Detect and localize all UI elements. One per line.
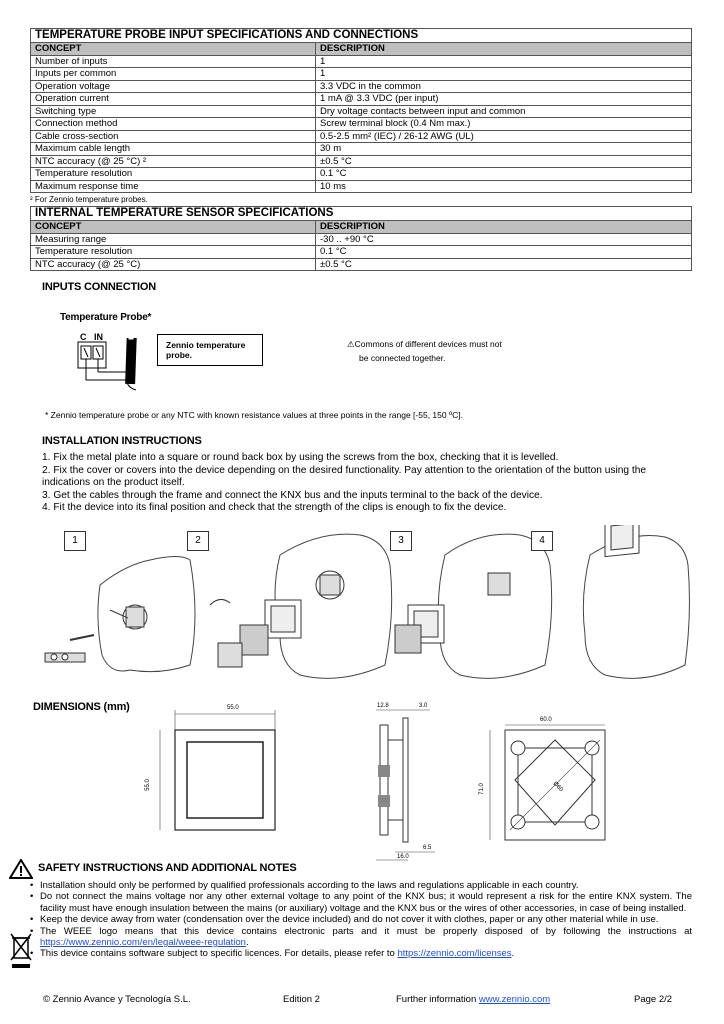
back-height-dim: 71.0 [478, 783, 485, 795]
front-height-dim: 55.0 [144, 779, 151, 791]
table-row: Maximum response time 10 ms [31, 180, 692, 193]
table-row: NTC accuracy (@ 25 °C) ±0.5 °C [31, 258, 692, 271]
installation-heading: INSTALLATION INSTRUCTIONS [42, 435, 202, 447]
warning-triangle-icon [9, 859, 33, 879]
figure-number: 3 [390, 531, 412, 551]
figure-number: 2 [187, 531, 209, 551]
list-item: • The WEEE logo means that this device contains electronic parts and it must be properly disposed of by following the instructions at https://www.zennio.com/en/legal/weee-regulation. [30, 926, 692, 949]
table-row: Maximum cable length 30 m [31, 143, 692, 156]
weee-bin-icon [9, 932, 33, 972]
table-row: Temperature resolution 0.1 °C [31, 246, 692, 259]
installation-figures [40, 525, 700, 700]
footer-company: © Zennio Avance y Tecnología S.L. [43, 994, 191, 1005]
footer-info: Further information www.zennio.com [396, 994, 551, 1005]
probe-spec-table [30, 28, 692, 193]
probe-info-box: Zennio temperature probe. [157, 334, 263, 366]
table-row: Cable cross-section 0.5-2.5 mm² (IEC) / 26-12 AWG (UL) [31, 130, 692, 143]
warning-note-line2: be connected together. [359, 353, 446, 363]
warning-icon: ⚠ [347, 339, 355, 349]
warning-note: ⚠Commons of different devices must not [347, 339, 502, 349]
side-top-right-dim: 3.0 [419, 703, 428, 709]
figure-number: 1 [64, 531, 86, 551]
table-row: Operation voltage 3.3 VDC in the common [31, 80, 692, 93]
sensor-spec-table [30, 206, 692, 271]
table-row: Temperature resolution 0.1 °C [31, 168, 692, 181]
terminal-in-label: IN [94, 332, 103, 342]
probe-col-description: DESCRIPTION [316, 43, 692, 56]
table-row: Connection method Screw terminal block (0.4 Nm max.) [31, 118, 692, 131]
footer-page: Page 2/2 [634, 994, 673, 1005]
footer-edition: Edition 2 [283, 994, 320, 1005]
back-diagonal-dim: Ø60 [551, 780, 564, 794]
front-width-dim: 55.0 [227, 705, 239, 711]
list-item: • Do not connect the mains voltage nor any other external voltage to any point of the KNX bus; it would represent a risk for the entire KNX system. The facility must have enough insulation between the mains (or auxiliary) voltage and the KNX bus or the wires of other accessories, in case of being installed. [30, 891, 692, 914]
dimensions-heading: DIMENSIONS (mm) [33, 701, 130, 713]
installation-steps [42, 452, 692, 515]
figure-number: 4 [531, 531, 553, 551]
table-row: Measuring range -30 .. +90 °C [31, 233, 692, 246]
list-item: • This device contains software subject to specific licences. For details, please refer to https://zennio.com/licenses. [30, 948, 692, 959]
list-item: 3. Get the cables through the frame and connect the KNX bus and the inputs terminal to the back of the device. [42, 489, 543, 501]
probe-label: Temperature Probe* [60, 312, 152, 323]
probe-footnote: ² For Zennio temperature probes. [30, 195, 148, 204]
safety-heading: SAFETY INSTRUCTIONS AND ADDITIONAL NOTES [38, 862, 297, 874]
probe-col-concept: CONCEPT [31, 43, 316, 56]
safety-notes [30, 880, 692, 960]
list-item: 2. Fix the cover or covers into the device depending on the desired functionality. Pay attention to the orientation of the button using the indications on the product itself. [42, 464, 647, 488]
terminal-c-label: C [80, 332, 87, 342]
side-bottom-dim: 16.0 [397, 854, 409, 860]
sensor-col-description: DESCRIPTION [316, 221, 692, 234]
table-row: Switching type Dry voltage contacts between input and common [31, 105, 692, 118]
website-link[interactable]: www.zennio.com [478, 994, 551, 1005]
probe-range-note: * Zennio temperature probe or any NTC with known resistance values at three points in the range [-55, 150 ºC]. [45, 410, 463, 420]
sensor-table-title: INTERNAL TEMPERATURE SENSOR SPECIFICATIONS [31, 207, 692, 221]
back-width-dim: 60.0 [540, 717, 552, 723]
list-item: • Keep the device away from water (condensation over the device included) and do not cover it with clothes, paper or any other material while in use. [30, 914, 692, 925]
weee-link[interactable]: https://www.zennio.com/en/legal/weee-regulation [40, 937, 246, 949]
table-row: Operation current 1 mA @ 3.3 VDC (per input) [31, 93, 692, 106]
list-item: 4. Fit the device into its final position and check that the strength of the clips is enough to fix the device. [42, 502, 507, 513]
probe-wiring-diagram [70, 338, 170, 398]
table-row: NTC accuracy (@ 25 °C) ² ±0.5 °C [31, 155, 692, 168]
list-item: • Installation should only be performed by qualified professionals according to the laws and regulations applicable in each country. [30, 880, 692, 891]
inputs-connection-heading: INPUTS CONNECTION [42, 281, 156, 293]
sensor-col-concept: CONCEPT [31, 221, 316, 234]
side-bottom-small-dim: 6.5 [423, 845, 432, 851]
licenses-link[interactable]: https://zennio.com/licenses [397, 948, 512, 960]
side-top-left-dim: 12.8 [377, 703, 389, 709]
table-row: Number of inputs 1 [31, 55, 692, 68]
probe-table-title: TEMPERATURE PROBE INPUT SPECIFICATIONS AND CONNECTIONS [31, 29, 692, 43]
table-row: Inputs per common 1 [31, 68, 692, 81]
list-item: 1. Fix the metal plate into a square or round back box by using the screws from the box, checking that it is levelled. [42, 452, 559, 463]
